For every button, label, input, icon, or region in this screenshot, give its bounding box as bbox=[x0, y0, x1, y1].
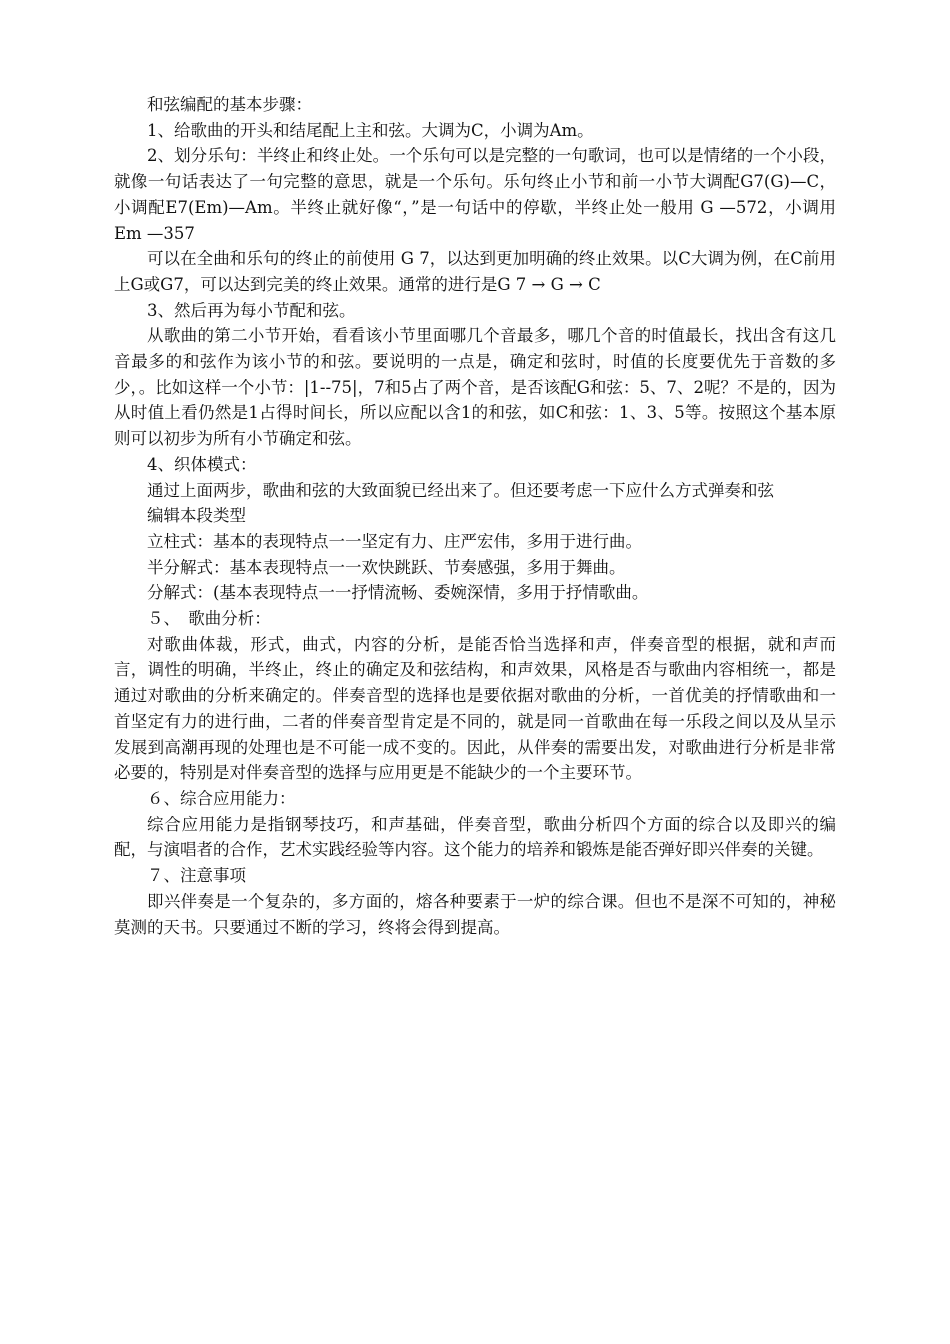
step-6-paragraph: ６、综合应用能力： bbox=[147, 788, 296, 808]
step-2-paragraph: 2、划分乐句：半终止和终止处。一个乐句可以是完整的一句歌词，也可以是情绪的一个小段，就像一句话表达了一句完整的意思，就是一个乐句。乐句终止小节和前一小节大调配G7(G)—C，小调配E7(Em)—Am。半终止就好像“，”是一句话中的停歇，半终止处一般用 G —572，小调用Em —357 bbox=[114, 146, 836, 243]
step-3-paragraph: 3、然后再为每小节配和弦。 bbox=[147, 300, 356, 320]
type-broken-paragraph: 分解式：(基本表现特点一一抒情流畅、委婉深情，多用于抒情歌曲。 bbox=[147, 583, 649, 603]
step-6-detail-paragraph: 综合应用能力是指钢琴技巧，和声基础，伴奏音型，歌曲分析四个方面的综合以及即兴的编配，与演唱者的合作，艺术实践经验等内容。这个能力的培养和锻炼是能否弹好即兴伴奏的关键。 bbox=[114, 814, 836, 860]
step-1-paragraph: 1、给歌曲的开头和结尾配上主和弦。大调为C，小调为Am。 bbox=[147, 120, 594, 140]
step-4-paragraph: 4、织体模式： bbox=[147, 454, 257, 474]
document-body bbox=[114, 92, 836, 940]
step-2-note-paragraph: 可以在全曲和乐句的终止的前使用 G 7，以达到更加明确的终止效果。以C大调为例，在C前用上G或G7，可以达到完美的终止效果。通常的进行是G 7 → G → C bbox=[114, 249, 836, 294]
step-5-paragraph: ５、 歌曲分析： bbox=[147, 609, 271, 629]
heading-steps: 和弦编配的基本步骤： bbox=[147, 95, 312, 114]
section-type-heading: 编辑本段类型 bbox=[147, 506, 246, 526]
step-3-detail-paragraph: 从歌曲的第二小节开始，看看该小节里面哪几个音最多，哪几个音的时值最长，找出含有这几音最多的和弦作为该小节的和弦。要说明的一点是，确定和弦时，时值的长度要优先于音数的多少，。比如这样一个小节：|1--75|，7和5占了两个音，是否该配G和弦：5、7、2呢？不是的，因为从时值上看仍然是1占得时间长，所以应配以含1的和弦，如C和弦：1、3、5等。按照这个基本原则可以初步为所有小节确定和弦。 bbox=[114, 326, 836, 449]
type-half-broken-paragraph: 半分解式：基本表现特点一一欢快跳跃、节奏感强，多用于舞曲。 bbox=[147, 557, 626, 577]
type-column-paragraph: 立柱式：基本的表现特点一一坚定有力、庄严宏伟，多用于进行曲。 bbox=[147, 531, 642, 551]
step-4-detail-paragraph: 通过上面两步，歌曲和弦的大致面貌已经出来了。但还要考虑一下应什么方式弹奏和弦 bbox=[147, 480, 774, 500]
step-5-detail-paragraph: 对歌曲体裁，形式，曲式，内容的分析，是能否恰当选择和声，伴奏音型的根据，就和声而言，调性的明确，半终止，终止的确定及和弦结构，和声效果，风格是否与歌曲内容相统一，都是通过对歌曲的分析来确定的。伴奏音型的选择也是要依据对歌曲的分析，一首优美的抒情歌曲和一首坚定有力的进行曲，二者的伴奏音型肯定是不同的，就是同一首歌曲在每一乐段之间以及从呈示发展到高潮再现的处理也是不可能一成不变的。因此，从伴奏的需要出发，对歌曲进行分析是非常必要的，特别是对伴奏音型的选择与应用更是不能缺少的一个主要环节。 bbox=[114, 634, 836, 783]
step-7-paragraph: ７、注意事项 bbox=[147, 866, 246, 886]
step-7-detail-paragraph: 即兴伴奏是一个复杂的，多方面的，熔各种要素于一炉的综合课。但也不是深不可知的，神秘莫测的天书。只要通过不断的学习，终将会得到提高。 bbox=[114, 891, 836, 937]
